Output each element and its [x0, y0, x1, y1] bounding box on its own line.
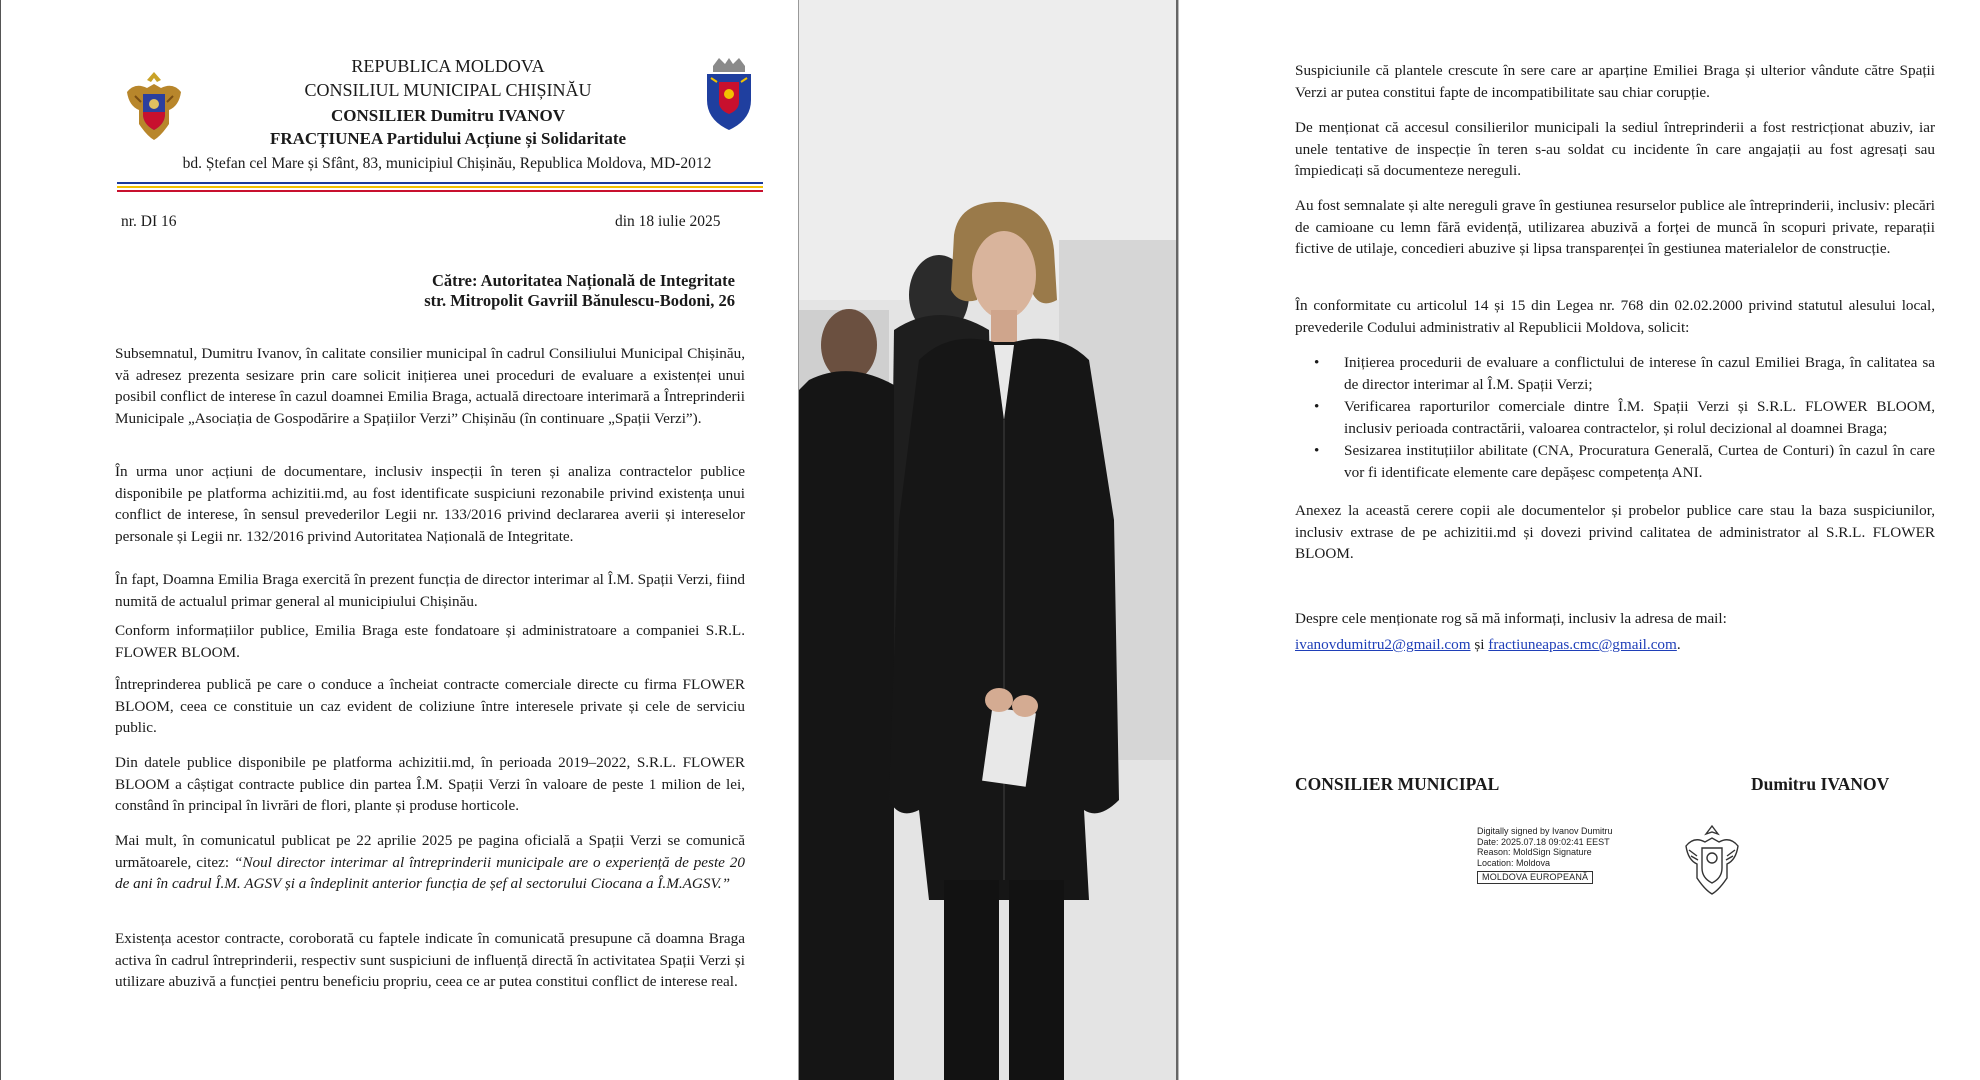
- header-country: REPUBLICA MOLDOVA: [351, 56, 545, 76]
- signature-title: CONSILIER MUNICIPAL: [1295, 774, 1500, 794]
- paragraph-founder: Conform informațiilor publice, Emilia Braga este fondatoare și administratoare a companiei S.R.L. FLOWER BLOOM.: [115, 622, 745, 661]
- signature-coat-of-arms-icon: [1681, 820, 1743, 898]
- email-link-personal[interactable]: ivanovdumitru2@gmail.com: [1295, 636, 1471, 653]
- header-address: bd. Ștefan cel Mare și Sfânt, 83, municipiul Chișinău, Republica Moldova, MD-2012: [182, 155, 712, 172]
- communique-quote: “Noul director interimar al întreprinderii municipale are o experiență de peste 20 de ani în cadrul Î.M. AGSV și a îndeplinit anterior funcția de șef al sectorului Ciocana a Î.M.AGSV.”: [115, 853, 745, 892]
- header-faction: FRACȚIUNEA Partidului Acțiune și Solidaritate: [269, 129, 627, 148]
- request-text: Sesizarea instituțiilor abilitate (CNA, Procuratura Generală, Curtea de Conturi) în cazul în care vor fi identificate elemente care depășesc competența ANI.: [1344, 442, 1935, 481]
- paragraph-suspicions: Suspiciunile că plantele crescute în sere care ar aparține Emiliei Braga și ulterior vândute către Spații Verzi ar putea constitui fapte de incompatibilitate sau chiar corupție.: [1295, 62, 1935, 101]
- signature-signed-by: Digitally signed by Ivanov Dumitru: [1477, 826, 1613, 836]
- email-link-faction[interactable]: fractiuneapas.cmc@gmail.com: [1488, 636, 1677, 653]
- paragraph-annex: Anexez la această cerere copii ale documentelor și probelor publice care stau la baza suspiciunilor, inclusiv extrase de pe achizitii.md și dovezi privind calitatea de administrator al S.R.L. FLOWER BLOOM.: [1295, 502, 1935, 562]
- paragraph-public-data: Din datele publice disponibile pe platforma achizitii.md, în perioada 2019–2022, S.R.L. FLOWER BLOOM a câștigat contracte publice din partea Î.M. Spații Verzi în valoare de peste 1 milion de lei, constând în principal în livrări de flori, plante și produse horticole.: [115, 754, 745, 814]
- signature-location: Location: Moldova: [1477, 857, 1551, 868]
- paragraph-conclusion: Existența acestor contracte, coroborată cu faptele indicate în comunicată presupune că doamna Braga activa în cadrul întreprinderii, respectiv sunt suspiciuni de influență directă în activitatea Spații Verzi și utilizare abuzivă a funcției pentru beneficiu propriu, ceea ce ar putea constitui conflict de interese real.: [115, 930, 745, 990]
- signature-date: Date: 2025.07.18 09:02:41 EEST: [1477, 836, 1610, 847]
- digital-signature-stamp: [1477, 826, 1613, 884]
- paragraph-contact-request: Despre cele menționate rog să mă informați, inclusiv la adresa de mail:: [1295, 610, 1727, 627]
- bullet-icon: •: [1314, 398, 1320, 415]
- bullet-icon: •: [1314, 442, 1320, 459]
- header-councillor: CONSILIER Dumitru IVANOV: [331, 106, 565, 125]
- request-text: Verificarea raporturilor comerciale dintre Î.M. Spații Verzi și S.R.L. FLOWER BLOOM, inclusiv perioada contractării, valoarea contractelor, și rolul decizional al doamnei Braga;: [1344, 398, 1935, 437]
- communique-intro: Mai mult, în comunicatul publicat pe 22 aprilie 2025 pe pagina oficială a Spații Verzi se comunică următoarele, citez:: [115, 832, 745, 871]
- paragraph-legal-basis: În conformitate cu articolul 14 și 15 din Legea nr. 768 din 02.02.2000 privind statutul alesului local, prevederile Codului administrativ al Republicii Moldova, solicit:: [1295, 297, 1935, 336]
- tricolor-divider: [117, 182, 763, 196]
- paragraph-communique: [115, 830, 745, 895]
- signature-reason: Reason: MoldSign Signature: [1477, 847, 1592, 857]
- signature-name: Dumitru IVANOV: [1751, 774, 1890, 794]
- tricolor-red-stripe: [117, 190, 763, 192]
- request-list: [1295, 352, 1935, 484]
- contact-emails: [1295, 636, 1681, 654]
- letter-page-2: [1178, 0, 1980, 1080]
- letter-page-1: [0, 0, 798, 1080]
- header-council: CONSILIUL MUNICIPAL CHIȘINĂU: [304, 80, 592, 100]
- paragraph-intro: Subsemnatul, Dumitru Ivanov, în calitate consilier municipal în cadrul Consiliului Municipal Chișinău, vă adresez prezenta sesizare prin care solicit inițierea unei proceduri de evaluare a existenței unui posibil conflict de interese în cazul doamnei Emilia Braga, actuală directoare interimară a Întreprinderii Municipale „Asociația de Gospodărire a Spațiilor Verzi” Chișinău (în continuare „Spații Verzi”).: [115, 345, 745, 427]
- list-item: [1295, 352, 1935, 395]
- document-date: din 18 iulie 2025: [615, 213, 721, 230]
- list-item: [1295, 440, 1935, 483]
- signature-badge: MOLDOVA EUROPEANĂ: [1477, 871, 1593, 884]
- paragraph-access-restricted: De menționat că accesul consilierilor municipali la sediul întreprinderii a fost restricționat abuziv, iar unele tentative de inspecție în teren s-au soldat cu incidente în care angajații au fost agresați sau împiedicați să documenteze nereguli.: [1295, 119, 1935, 179]
- request-text: Inițierea procedurii de evaluare a conflictului de interese în cazul Emiliei Braga, în calitatea sa de director interimar al Î.M. Spații Verzi;: [1344, 354, 1935, 393]
- addressee-street: str. Mitropolit Gavriil Bănulescu-Bodoni, 26: [424, 291, 735, 310]
- email-end: .: [1676, 636, 1681, 653]
- chisinau-coat-of-arms-icon: [699, 56, 759, 132]
- document-number: nr. DI 16: [121, 213, 177, 230]
- moldova-coat-of-arms-icon: [121, 66, 187, 144]
- photo-woman-standing: [798, 0, 1178, 1080]
- paragraph-facts: În fapt, Doamna Emilia Braga exercită în prezent funcția de director interimar al Î.M. Spații Verzi, fiind numită de actualul primar general al municipiului Chișinău.: [115, 571, 745, 610]
- list-item: [1295, 396, 1935, 439]
- bullet-icon: •: [1314, 354, 1320, 371]
- email-joiner: și: [1470, 636, 1489, 653]
- paragraph-documentation: În urma unor acțiuni de documentare, inclusiv inspecții în teren și analiza contractelor publice disponibile pe platforma achizitii.md, au fost identificate suspiciuni rezonabile privind existența unui conflict de interese, în sensul prevederilor Legii nr. 133/2016 privind declararea averii și intereselor personale și Legii nr. 132/2016 privind Autoritatea Națională de Integritate.: [115, 463, 745, 545]
- tricolor-yellow-stripe: [117, 186, 763, 188]
- paragraph-irregularities: Au fost semnalate și alte nereguli grave în gestiunea resurselor publice ale întreprinderii, inclusiv: plecări de camioane cu lemn fără evidență, utilizarea abuzivă a forței de muncă în scopuri private, reparații fictive de utilaje, concedieri abuzive și lipsa transparenței în gestiunea materialelor de construcție.: [1295, 197, 1935, 257]
- paragraph-contracts: Întreprinderea publică pe care o conduce a încheiat contracte comerciale directe cu firma FLOWER BLOOM, ceea ce constituie un caz evident de coliziune între interesele private și cele de serviciu public.: [115, 676, 745, 736]
- addressee-institution: Către: Autoritatea Națională de Integritate: [431, 271, 735, 290]
- tricolor-blue-stripe: [117, 182, 763, 184]
- photo-illustration: [799, 0, 1178, 1080]
